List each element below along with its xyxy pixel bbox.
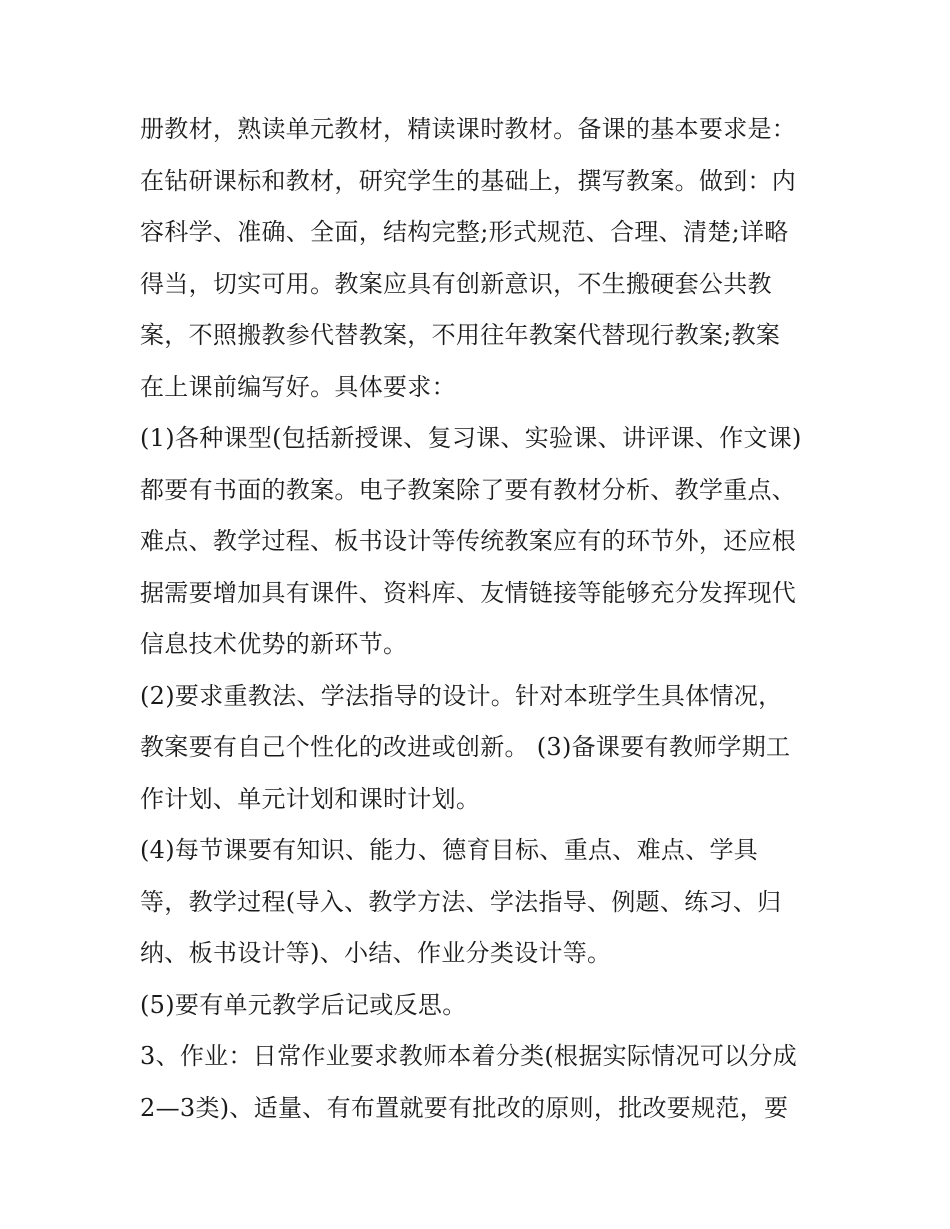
text-line: 容科学、准确、全面，结构完整;形式规范、合理、清楚;详略 xyxy=(140,218,789,246)
text-line: 等，教学过程(导入、教学方法、学法指导、例题、练习、归 xyxy=(140,887,782,916)
text-line: 纳、板书设计等)、小结、作业分类设计等。 xyxy=(140,939,612,967)
text-line: 3、作业：日常作业要求教师本着分类(根据实际情况可以分成 xyxy=(140,1042,798,1070)
text-line: 册教材，熟读单元教材，精读课时教材。备课的基本要求是： xyxy=(140,115,797,143)
text-line: 教案要有自己个性化的改进或创新。 (3)备课要有教师学期工 xyxy=(140,733,791,761)
text-line: 作计划、单元计划和课时计划。 xyxy=(140,784,481,813)
text-line: 据需要增加具有课件、资料库、友情链接等能够充分发挥现代 xyxy=(140,578,797,607)
text-line: 信息技术优势的新环节。 xyxy=(140,630,408,658)
document-body-text xyxy=(140,104,820,1134)
text-line: 在钻研课标和教材，研究学生的基础上，撰写教案。做到：内 xyxy=(140,166,797,195)
text-line: 都要有书面的教案。电子教案除了要有教材分析、教学重点、 xyxy=(140,475,797,504)
text-line: 案，不照搬教参代替教案，不用往年教案代替现行教案;教案 xyxy=(140,321,781,349)
text-line: 在上课前编写好。具体要求： xyxy=(140,372,456,401)
text-line: (5)要有单元教学后记或反思。 xyxy=(140,990,467,1019)
text-line: (4)每节课要有知识、能力、德育目标、重点、难点、学具 xyxy=(140,836,759,864)
text-line: 得当，切实可用。教案应具有创新意识，不生搬硬套公共教 xyxy=(140,269,772,298)
text-line: 2—3类)、适量、有布置就要有批改的原则，批改要规范，要 xyxy=(140,1093,789,1122)
text-line: 难点、教学过程、板书设计等传统教案应有的环节外，还应根 xyxy=(140,527,797,555)
text-line: (1)各种课型(包括新授课、复习课、实验课、讲评课、作文课) xyxy=(140,424,802,452)
text-line: (2)要求重教法、学法指导的设计。针对本班学生具体情况， xyxy=(140,681,783,710)
